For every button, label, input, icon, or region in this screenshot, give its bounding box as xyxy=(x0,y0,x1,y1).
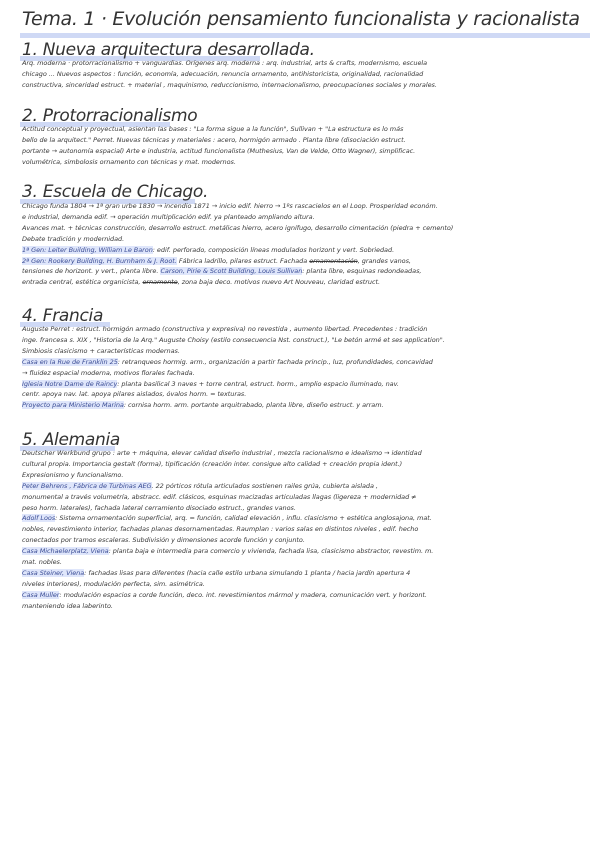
text-line: Actitud conceptual y proyectual, asientan las bases : "La forma sigue a la función", Sullivan + "La estructura es lo más xyxy=(22,125,404,133)
text-line xyxy=(22,590,594,601)
second-generation-text-end: , grandes vanos, xyxy=(357,256,411,265)
section-1-body xyxy=(22,58,594,91)
text-line xyxy=(22,481,594,492)
text-line: Arq. moderna · protorracionalismo + vanguardias. Orígenes arq. moderna : arq. industrial, arts & crafts, modernismo, escuela xyxy=(22,59,428,67)
text-line xyxy=(22,400,594,411)
text-line: manteniendo idea laberinto. xyxy=(22,601,113,610)
franklin-house-label: Casa en la Rue de Franklin 25 xyxy=(22,357,118,366)
section-2-body xyxy=(22,124,594,168)
text-line xyxy=(22,513,594,524)
text-line: Expresionismo y funcionalismo. xyxy=(22,470,124,479)
struck-word: ornamentación xyxy=(309,256,358,265)
text-line: Avances mat. + técnicas construcción, desarrollo estruct. metálicas hierro, acero ignífugo, desarrollo cimentación (piedra + cemento) xyxy=(22,223,454,232)
first-generation-label: 1ª Gen: Leiter Building, William Le Baron xyxy=(22,245,153,254)
text-line xyxy=(22,568,594,579)
text-line: monumental a través volumetría, abstracc. edif. clásicos, esquinas macizadas articuladas llagas (ligereza + modernidad ≠ xyxy=(22,492,417,501)
text-line: niveles interiores), modulación perfecta, sim. asimétrica. xyxy=(22,579,205,588)
text-line: Deutscher Werkbund grupo : arte + máquina, elevar calidad diseño industrial , mezcla racionalismo e idealismo → identidad xyxy=(22,449,422,457)
text-line: constructiva, sinceridad estruct. + material , maquinismo, reduccionismo, internacionalismo, preocupaciones sociales y morales. xyxy=(22,80,437,89)
struck-word: ornamento xyxy=(142,278,178,287)
second-generation-text-4: , zona baja deco. motivos nuevo Art Nouveau, claridad estruct. xyxy=(177,278,380,287)
text-line: peso horm. laterales), fachada lateral cerramiento disociado estruct., grandes vanos. xyxy=(22,503,296,512)
text-line: nobles, revestimiento interior, fachadas planas desornamentadas. Raumplan : varios salas en distintos niveles , edif. hecho xyxy=(22,525,419,534)
text-line: portante → autonomía espacial) Arte e industria, actitud funcionalista (Muthesius, Van de Velde, Otto Wagner), simplificac. xyxy=(22,146,416,155)
raincy-church-text: : planta basilical 3 naves + torre central, estruct. horm., amplio espacio iluminado, nav. xyxy=(117,379,399,388)
steiner-text: : fachadas lisas para diferentes (hacia calle estilo urbana simulando 1 planta / hacia jardín apertura 4 xyxy=(84,568,411,577)
ministry-project-text: : cornisa horm. arm. portante arquitrabado, planta libre, diseño estruct. y arram. xyxy=(123,401,384,410)
muller-text: : modulación espacios a corde función, deco. int. revestimientos mármol y madera, comunicación vert. y horizont. xyxy=(59,590,427,599)
loos-text: : Sistema ornamentación superficial, arq. = función, calidad elevación , influ. clasicismo + estética anglosajona, mat. xyxy=(55,514,432,523)
section-3-body xyxy=(22,201,594,288)
text-line: volumétrica, simbolosis ornamento con técnicas y mat. modernos. xyxy=(22,157,236,166)
second-generation-text-3: entrada central, estética organicista, xyxy=(22,278,141,287)
text-line: Debate tradición y modernidad. xyxy=(22,234,125,243)
text-line xyxy=(22,277,594,288)
text-line: conectados por tramos escaleras. Subdivisión y dimensiones acorde función y conjunto. xyxy=(22,536,305,545)
text-line: cultural propia. Importancia gestalt (forma), tipificación (creación inter. consigue alto calidad + creación propia ident.) xyxy=(22,459,403,468)
text-line: e industrial, demanda edif. → operación multiplicación edif. ya planteado ampliando altura. xyxy=(22,212,315,221)
text-line: inge. francesa s. XIX , "Historia de la Arq." Auguste Choisy (estilo consecuencia Nst. construct.), "Le betón armé et ses application". xyxy=(22,335,445,344)
text-line: Chicago funda 1804 → 1ª gran urbe 1830 → incendio 1871 → inicio edif. hierro → 1ºs rascacielos en el Loop. Prosperidad económ. xyxy=(22,202,438,210)
second-generation-text: Fábrica ladrillo, pilares estruct. Fachada xyxy=(178,256,308,265)
title-highlight xyxy=(20,33,590,38)
text-line: centr. apoya nav. lat. apoya pilares aislados, óvalos horm. = texturas. xyxy=(22,390,247,399)
text-line: bello de la arquitect." Perret. Nuevas técnicas y materiales : acero, hormigón armado . Planta libre (disociación estruct. xyxy=(22,135,406,144)
michaelerplatz-text: : planta baja e intermedia para comercio y vivienda, fachada lisa, clasicismo abstractor, revestim. m. xyxy=(108,547,434,556)
section-4-body xyxy=(22,324,594,411)
section-3-heading: 3. Escuela de Chicago. xyxy=(22,182,209,202)
carson-pirie-label: Carson, Pirie & Scott Building, Louis Sullivan xyxy=(160,267,303,276)
franklin-house-text: : retranqueos hormig. arm., organización a partir fachada princip., luz, profundidades, concavidad xyxy=(117,357,433,366)
raincy-church-label: Iglesia Notre Dame de Raincy xyxy=(22,379,118,388)
carson-pirie-text: : planta libre, esquinas redondeadas, xyxy=(302,267,422,276)
first-generation-text: : edif. perforado, composición líneas modulados horizont y vert. Sobriedad. xyxy=(152,245,395,254)
text-line: chicago ... Nuevos aspectos : función, economía, adecuación, renuncia ornamento, antihistoricista, originalidad, racionalidad xyxy=(22,69,424,78)
text-line: mat. nobles. xyxy=(22,558,62,567)
second-generation-text-2: tensiones de horizont. y vert., planta libre. xyxy=(22,267,159,276)
text-line: Auguste Perret : estruct. hormigón armado (constructiva y expresiva) no revestida , aumento libertad. Precedentes : tradición xyxy=(22,325,428,333)
ministry-project-label: Proyecto para Ministerio Marina xyxy=(22,401,124,410)
behrens-label: Peter Behrens , Fábrica de Turbinas AEG xyxy=(22,481,152,490)
text-line xyxy=(22,266,594,277)
section-5-heading: 5. Alemania xyxy=(22,430,121,450)
text-line xyxy=(22,357,594,368)
text-line: → fluidez espacial moderna, motivos florales fachada. xyxy=(22,368,195,377)
loos-label: Adolf Loos xyxy=(22,514,56,523)
michaelerplatz-label: Casa Michaelerplatz, Viena xyxy=(22,547,109,556)
page-title: Tema. 1 · Evolución pensamiento funcionalista y racionalista xyxy=(22,8,580,30)
steiner-label: Casa Steiner, Viena xyxy=(22,568,85,577)
section-4-heading: 4. Francia xyxy=(22,306,104,326)
text-line xyxy=(22,245,594,256)
second-generation-label: 2ª Gen: Rookery Building, H. Burnham & J. Root. xyxy=(22,256,177,265)
section-1-heading: 1. Nueva arquitectura desarrollada. xyxy=(22,40,315,60)
section-5-body xyxy=(22,448,594,612)
text-line xyxy=(22,256,594,267)
text-line xyxy=(22,546,594,557)
behrens-text: . 22 pórticos rótula articulados sostienen railes grúa, cubierta aislada , xyxy=(151,481,378,490)
section-2-heading: 2. Protorracionalismo xyxy=(22,106,198,126)
text-line xyxy=(22,379,594,390)
text-line: Simbiosis clasicismo + características modernas. xyxy=(22,346,180,355)
muller-label: Casa Muller xyxy=(22,590,60,599)
